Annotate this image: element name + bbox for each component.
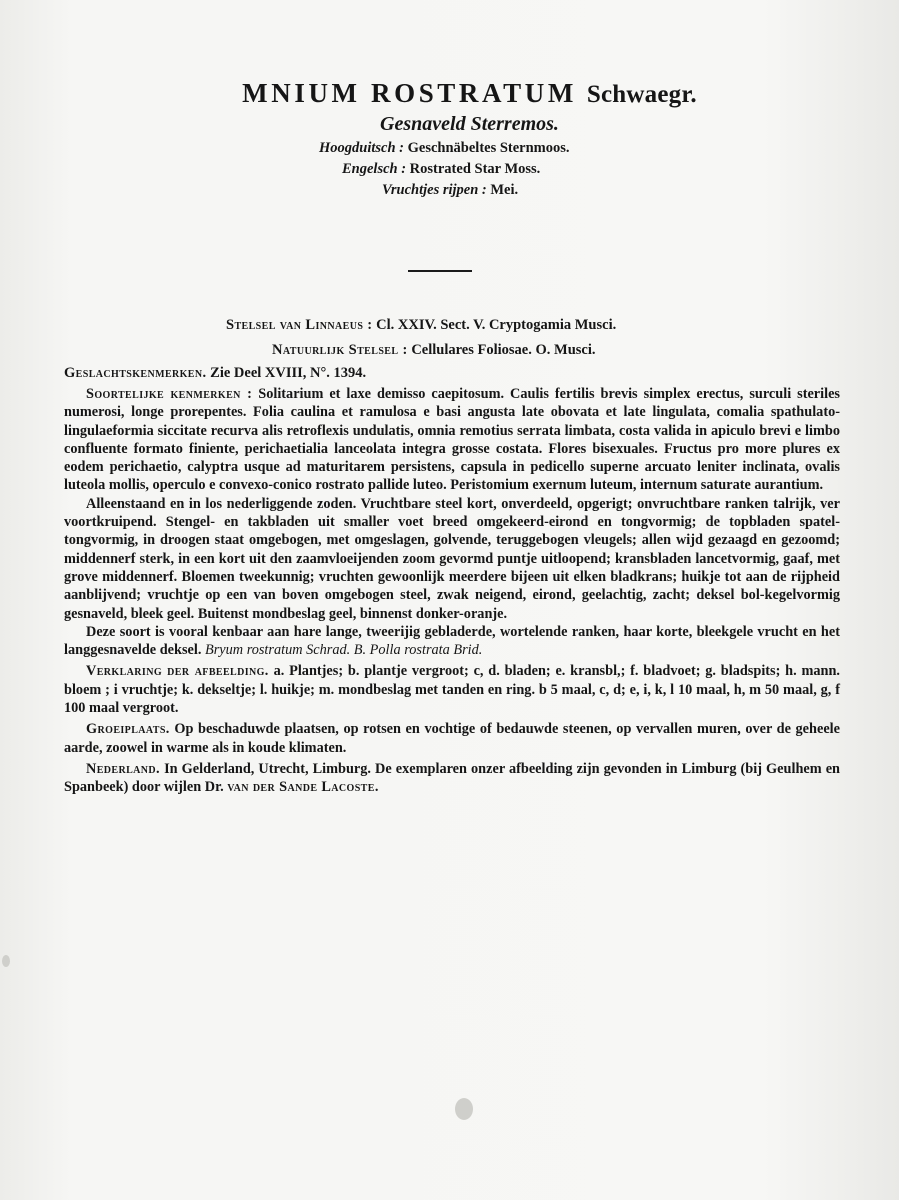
description-paragraph [64, 495, 840, 623]
section-label: Natuurlijk Stelsel : [272, 342, 408, 358]
section-label: Groeiplaats. [86, 721, 170, 738]
recognition-paragraph [64, 623, 840, 660]
vernacular-label: Hoogduitsch : [319, 140, 404, 156]
natural-system [272, 342, 596, 359]
paragraph-text: Alleenstaand en in los nederliggende zoden. Vruchtbare steel kort, onverdeeld, opgerigt; onvruchtbare ranken talrijk, ver voortkruipend. Stengel- en takbladen uit smaller voet breed omgekeerd-eirond en tongvormig; de topbladen spatel-tongvormig, in droogen staat omgebogen, met omgeslagen, golvende, teruggebogen vleugels; allen wijd gezaagd en gezoomd; middennerf sterk, in een kort uit den zaamvloeijenden zoom gevormd puntje uitloopend; kransbladen lancetvormig, gaaf, met grove middennerf. Bloemen tweekunnig; vruchten gewoonlijk meerdere bijeen uit elken bladkrans; huikje tot aan de rijpheid aanblijvend; vruchtje op een van boven omgebogen steel, zwak neigend, eirond, geelachtig, zacht; deksel bol-kegelvormig gesnaveld, bleek geel. Buitenst mondbeslag geel, binnenst donker-oranje. [64, 495, 840, 622]
paragraph-text: Solitarium et laxe demisso caepitosum. Caulis fertilis brevis simplex erectus, surculi steriles numerosi, longe prorepentes. Folia caulina et ramulosa e basi angusta late obovata et late lingulata, comalia spathulato-lingulaeformia siccitate recurva alis retroflexis undulatis, omnia remotius serrata limbata, costa valida in apiculo brevi e limbo confluente formato finiente, perichaetialia lanceolata integra grosse costata. Flores bisexuales. Fructus pro more plures ex eodem perichaetio, calyptra usque ad maturitarem persistens, capsula in pedicello superne arcuato leniter inclinata, ovalis luteola mollis, operculo e convexo-conico rostrato pallide luteo. Peristomium exernum luteum, internum saturate aurantium. [64, 386, 841, 494]
linnaeus-system [226, 317, 616, 334]
plate-explanation-paragraph [64, 662, 840, 717]
section-label: Soortelijke kenmerken : [86, 386, 253, 402]
body-text [64, 385, 840, 797]
genus-characters [64, 365, 366, 382]
vernacular-value: Geschnäbeltes Sternmoos. [407, 140, 570, 156]
vernacular-label: Engelsch : [342, 161, 407, 177]
vernacular-value: Rostrated Star Moss. [409, 161, 541, 177]
section-value: Cl. XXIV. Sect. V. Cryptogamia Musci. [376, 317, 617, 333]
section-value: Zie Deel XVIII, N°. 1394. [210, 365, 367, 381]
vernacular-value: Mei. [490, 182, 519, 198]
paper-stain [2, 955, 10, 967]
netherlands-paragraph [64, 760, 840, 797]
section-label: Geslachtskenmerken. [64, 365, 207, 381]
dutch-name: Gesnaveld Sterremos. [380, 113, 559, 135]
paragraph-text: Op beschaduwde plaatsen, op rotsen en vochtige of bedauwde steenen, op vervallen muren, over de geheele aarde, zoowel in warme als in koude klimaten. [64, 721, 840, 756]
fruiting-time [382, 182, 899, 199]
habitat-paragraph [64, 720, 840, 757]
scientific-name: MNIUM ROSTRATUM [242, 78, 577, 108]
species-characters-paragraph [64, 385, 840, 495]
paper-stain [455, 1098, 473, 1120]
divider-rule [408, 270, 472, 272]
section-label: Stelsel van Linnaeus : [226, 317, 373, 333]
paragraph-text: In Gelderland, Utrecht, Limburg. De exemplaren onzer afbeelding zijn gevonden in Limburg (bij Geulhem en Spanbeek) door wijlen Dr. [64, 760, 840, 796]
vernacular-label: Vruchtjes rijpen : [382, 182, 487, 198]
paragraph-text: Deze soort is vooral kenbaar aan hare lange, tweerijig gebladerde, wortelende ranken, haar korte, bleekgele vrucht en het langgesnavelde deksel. [64, 623, 840, 659]
paragraph-text: a. Plantjes; b. plantje vergroot; c, d. bladen; e. kransbl,; f. bladvoet; g. bladspits; h. mann. bloem ; i vruchtje; k. dekseltje; l. huikje; m. mondbeslag met tanden en ring. b 5 maal, c, d; e, i, k, l 10 maal, h, m 50 maal, g, f 100 maal vergroot. [64, 663, 841, 717]
synonyms: Bryum rostratum Schrad. B. Polla rostrata Brid. [205, 642, 483, 659]
author-name: Schwaegr. [586, 81, 697, 108]
vernacular-english [342, 161, 899, 178]
title [40, 78, 899, 109]
header [0, 78, 899, 199]
vernacular-german [319, 140, 899, 157]
section-value: Cellulares Foliosae. O. Musci. [411, 342, 596, 358]
section-label: Nederland. [86, 760, 161, 777]
section-label: Verklaring der afbeelding. [86, 663, 269, 680]
collector-name: van der Sande Lacoste. [227, 779, 379, 796]
